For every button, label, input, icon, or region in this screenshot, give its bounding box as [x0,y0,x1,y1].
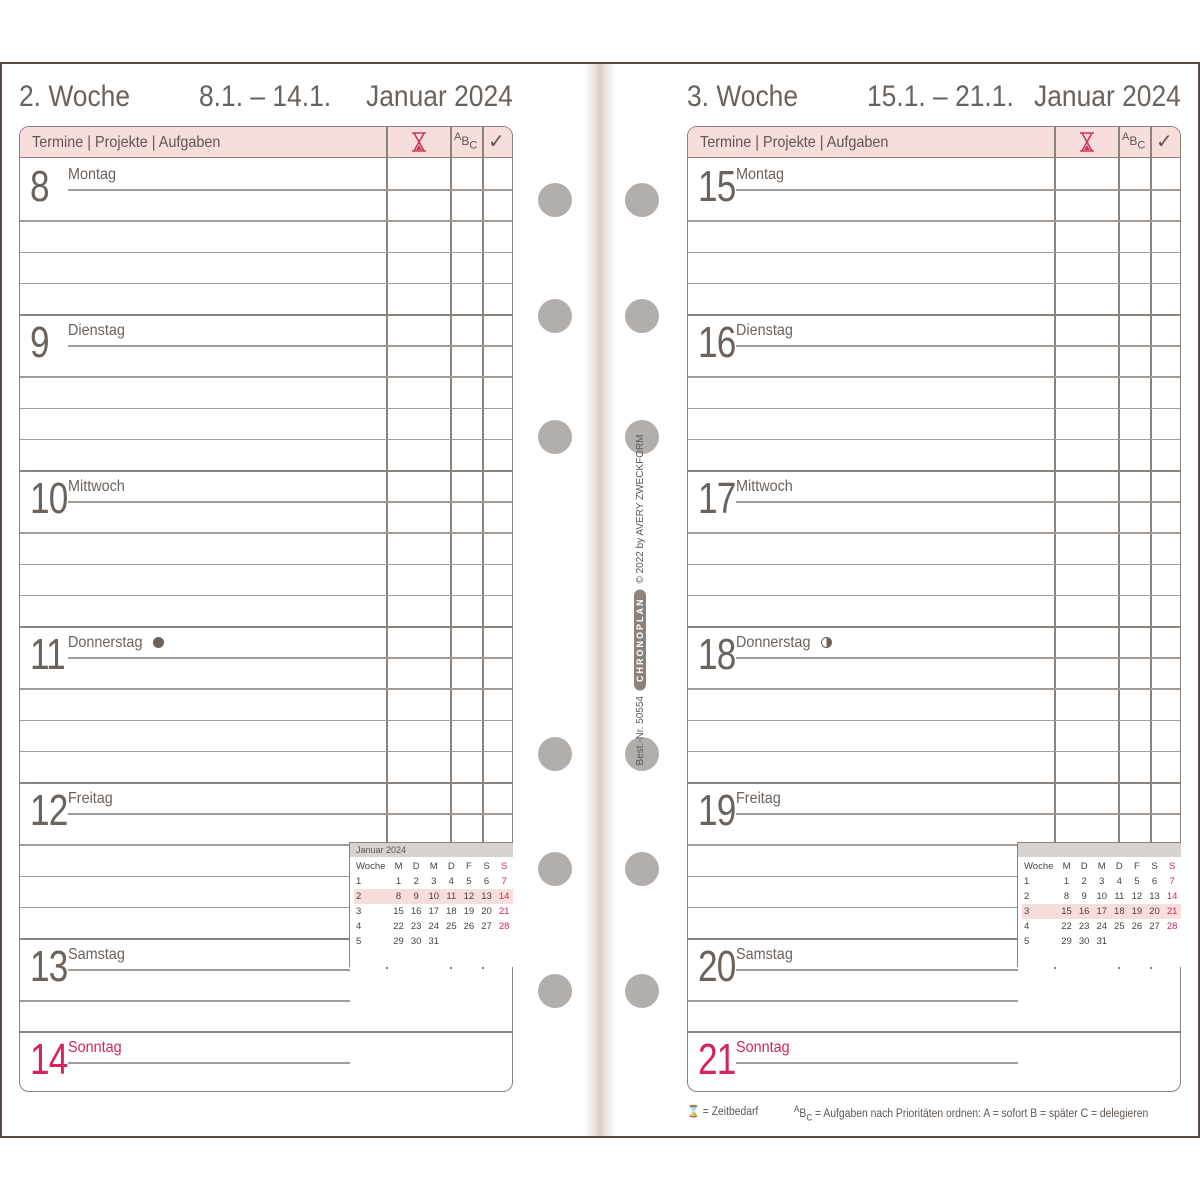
mini-calendar-table [1022,859,1181,949]
mini-calendar-day: 12 [460,889,478,904]
mini-calendar-week: 2 [1024,891,1030,902]
writing-line[interactable] [688,595,1181,597]
writing-line[interactable] [736,813,1181,815]
mini-calendar [349,842,513,967]
writing-line[interactable] [688,408,1181,410]
binder-hole [538,299,572,333]
hourglass-icon: ⌛ [687,1106,700,1118]
binder-hole [538,974,572,1008]
mini-calendar-day: 3 [431,876,437,887]
writing-line[interactable] [688,220,1181,222]
mini-calendar-row [1022,889,1181,904]
mini-calendar-day: 25 [446,921,457,932]
mini-calendar-col: M [394,861,403,872]
week-label: 3. Woche [687,80,799,113]
mini-calendar-day: 20 [481,906,492,917]
day-name: Mittwoch [736,478,793,495]
writing-line[interactable] [688,439,1181,441]
mini-calendar-table [354,859,513,949]
column-header [20,127,512,158]
mini-calendar-day: 5 [1134,876,1140,887]
copyright: © 2022 by AVERY ZWECKFORM [634,434,646,584]
mini-calendar-day: 31 [1096,936,1108,947]
day-number: 17 [698,474,736,523]
column-header-label: Termine | Projekte | Aufgaben [32,134,221,151]
day-name: Freitag [68,790,113,807]
mini-calendar-week: 2 [354,889,390,904]
mini-calendar-day: 29 [1061,936,1072,947]
mini-calendar-col: M [429,861,438,872]
day-number: 9 [30,318,49,367]
mini-calendar-day: 18 [446,906,457,917]
mini-calendar-col: Woche [1024,861,1054,872]
writing-line[interactable] [20,408,513,410]
mini-calendar-day: 28 [1166,921,1178,932]
writing-line[interactable] [688,751,1181,753]
column-header [688,127,1180,158]
day-name: Montag [68,166,117,183]
mini-calendar-week: 3 [356,906,362,917]
writing-line[interactable] [736,1062,1018,1064]
mini-calendar-day: 23 [1078,921,1090,932]
mini-calendar-week: 4 [1024,921,1030,932]
mini-calendar-day: 24 [1096,921,1108,932]
mini-calendar-day: 18 [1111,904,1129,919]
writing-line[interactable] [20,532,513,534]
mini-calendar-day: 10 [1096,891,1108,902]
mini-calendar-day: 23 [410,921,422,932]
writing-line[interactable] [68,1062,350,1064]
writing-line[interactable] [20,1000,350,1002]
day-separator [688,314,1181,316]
writing-line[interactable] [736,657,1181,659]
mini-calendar-day: 30 [410,936,422,947]
mini-calendar-day [460,934,478,949]
day-number: 15 [698,162,736,211]
day-number: 16 [698,318,736,367]
day-name: Donnerstag [68,634,143,651]
day-number: 19 [698,786,736,835]
writing-line[interactable] [688,532,1181,534]
mini-calendar-day: 19 [463,906,475,917]
mini-calendar-day: 25 [1114,921,1125,932]
writing-line[interactable] [68,501,513,503]
day-name: Dienstag [68,322,125,339]
writing-line[interactable] [68,345,513,347]
mini-calendar-day: 26 [1131,921,1143,932]
mini-calendar-row [1022,919,1181,934]
mini-calendar-day: 2 [1081,876,1087,887]
day-number: 14 [30,1035,68,1084]
mini-calendar-day: 14 [495,889,513,904]
mini-calendar-day: 6 [1151,876,1158,887]
mini-calendar-day: 8 [1063,891,1070,902]
mini-calendar-day: 2 [413,876,419,887]
mini-calendar-day: 27 [1149,921,1160,932]
mini-calendar-day: 21 [1163,904,1181,919]
week-label: 2. Woche [19,80,131,113]
mini-calendar-day: 4 [1116,876,1122,887]
mini-calendar-day: 17 [428,906,440,917]
day-name: Samstag [736,946,793,963]
mini-calendar-week: 1 [356,876,362,887]
binder-hole [538,420,572,454]
mini-calendar-row [354,904,513,919]
day-name: Sonntag [736,1039,790,1056]
writing-line[interactable] [736,501,1181,503]
mini-calendar-col: M [1062,861,1071,872]
mini-calendar-day: 20 [1146,904,1164,919]
binder-hole [625,299,659,333]
mini-calendar-day: 24 [428,921,440,932]
right-week-page [687,0,1181,1200]
month-label: Januar 2024 [1034,80,1181,113]
mini-calendar-title: Januar 2024 [350,843,513,857]
mini-calendar-day [1111,934,1129,949]
mini-calendar-col: F [1134,861,1140,872]
writing-line[interactable] [20,439,513,441]
binder-hole [625,852,659,886]
mini-calendar-day: 28 [498,921,510,932]
mini-calendar-day: 8 [390,889,408,904]
writing-line[interactable] [688,252,1181,254]
binder-hole [538,852,572,886]
binder-hole [625,974,659,1008]
day-number: 18 [698,630,736,679]
legend-priority [794,1104,1148,1122]
binder-hole [538,183,572,217]
mini-calendar-day: 19 [1128,904,1146,919]
sheet-edge [0,62,2,1138]
writing-line[interactable] [20,283,513,285]
mini-calendar-row [1022,934,1181,949]
writing-line[interactable] [68,657,513,659]
mini-calendar-day: 5 [466,876,472,887]
mini-calendar-day: 7 [1169,876,1175,887]
writing-line[interactable] [68,969,350,971]
order-number: Best.-Nr. 50554 [634,696,646,766]
mini-calendar-row [354,919,513,934]
mini-calendar-day [495,934,513,949]
writing-line[interactable] [20,688,513,690]
writing-line[interactable] [20,720,513,722]
check-icon: ✓ [488,131,505,153]
day-number: 10 [30,474,68,523]
mini-calendar-row [1022,904,1181,919]
writing-line[interactable] [688,283,1181,285]
legend-time-text: = Zeitbedarf [702,1106,759,1118]
writing-line[interactable] [736,345,1181,347]
mini-calendar-day: 10 [425,889,443,904]
date-range: 15.1. – 21.1. [867,80,1014,113]
mini-calendar-day: 21 [498,906,510,917]
mini-calendar-col: D [1080,861,1088,872]
binder-spine [584,64,616,1136]
first-quarter-moon-icon [821,637,832,648]
mini-calendar-col: S [1151,861,1158,872]
mini-calendar-week: 5 [356,936,362,947]
legend-priority-text: = Aufgaben nach Prioritäten ordnen: A = sofort B = später C = delegieren [815,1107,1149,1120]
mini-calendar-day: 11 [1114,891,1125,902]
day-number: 12 [30,786,68,835]
new-moon-icon [153,637,164,648]
mini-calendar-day: 17 [1093,904,1111,919]
day-separator [20,626,513,628]
writing-line[interactable] [20,220,513,222]
priority-abc-icon: $^AB_C$ [454,131,478,152]
mini-calendar-col: F [466,861,472,872]
writing-line[interactable] [68,813,513,815]
mini-calendar-day [1146,934,1164,949]
mini-calendar-day: 13 [1149,891,1160,902]
writing-line[interactable] [20,751,513,753]
mini-calendar-day: 16 [1075,904,1093,919]
mini-calendar-week: 1 [1024,876,1030,887]
mini-calendar-day: 15 [393,906,404,917]
mini-calendar-day: 9 [407,889,425,904]
mini-calendar-day: 15 [1058,904,1076,919]
mini-calendar-day: 22 [1061,921,1072,932]
mini-calendar-day: 6 [483,876,490,887]
mini-calendar-row [354,889,513,904]
day-number: 13 [30,942,68,991]
mini-calendar-week: 4 [356,921,362,932]
brand-badge: CHRONOPLAN [634,590,646,691]
mini-calendar-day: 4 [448,876,454,887]
hourglass-icon [410,132,428,152]
priority-abc-icon: $^AB_C$ [1122,131,1146,152]
day-name: Mittwoch [68,478,125,495]
day-name: Samstag [68,946,125,963]
day-separator [688,626,1181,628]
day-number: 11 [30,630,65,679]
writing-line[interactable] [20,252,513,254]
mini-calendar-col: M [1097,861,1106,872]
mini-calendar-day: 11 [443,889,461,904]
day-number: 21 [698,1035,736,1084]
mini-calendar-col: Woche [356,861,386,872]
mini-calendar-day: 31 [428,936,440,947]
mini-calendar-row [354,874,513,889]
mini-calendar-day: 14 [1166,891,1178,902]
date-range: 8.1. – 14.1. [199,80,332,113]
writing-line[interactable] [736,189,1181,191]
mini-calendar-day: 1 [395,876,402,887]
mini-calendar-day: 26 [463,921,475,932]
writing-line[interactable] [688,720,1181,722]
day-separator [688,470,1181,472]
mini-calendar-day: 3 [1099,876,1105,887]
spine-imprint [634,434,646,765]
mini-calendar-day: 7 [501,876,507,887]
month-label: Januar 2024 [366,80,513,113]
mini-calendar-header-row [354,859,513,874]
mini-calendar-day: 30 [1078,936,1090,947]
mini-calendar-col: D [447,861,455,872]
mini-calendar-day: 27 [481,921,492,932]
mini-calendar-row [1022,874,1181,889]
mini-calendar [1017,842,1181,967]
writing-line[interactable] [688,564,1181,566]
writing-line[interactable] [688,688,1181,690]
writing-line[interactable] [736,969,1018,971]
mini-calendar-title [1018,843,1181,857]
mini-calendar-col: S [1168,861,1176,872]
mini-calendar-day [1128,934,1146,949]
mini-calendar-day: 9 [1081,891,1087,902]
left-week-page [19,0,513,1200]
mini-calendar-day [1163,934,1181,949]
writing-line[interactable] [688,376,1181,378]
day-name: Dienstag [736,322,793,339]
day-separator [20,782,513,784]
hourglass-icon [1078,132,1096,152]
priority-abc-icon: $^AB_C$ [794,1104,813,1123]
day-name: Donnerstag [736,634,811,651]
mini-calendar-day [443,934,461,949]
column-header-label: Termine | Projekte | Aufgaben [700,134,889,151]
mini-calendar-header-row [1022,859,1181,874]
mini-calendar-col: D [1115,861,1123,872]
day-separator [20,314,513,316]
writing-line[interactable] [20,595,513,597]
mini-calendar-week: 3 [1022,904,1058,919]
mini-calendar-row [354,934,513,949]
binder-hole [625,183,659,217]
mini-calendar-col: S [500,861,508,872]
day-number: 20 [698,942,736,991]
writing-line[interactable] [688,1000,1018,1002]
day-separator [20,470,513,472]
mini-calendar-day: 29 [393,936,404,947]
writing-line[interactable] [68,189,513,191]
mini-calendar-col: D [412,861,420,872]
writing-line[interactable] [20,564,513,566]
mini-calendar-day [478,934,496,949]
day-separator [688,1031,1181,1033]
day-name: Sonntag [68,1039,122,1056]
check-icon: ✓ [1156,131,1173,153]
day-name: Montag [736,166,785,183]
mini-calendar-week: 5 [1024,936,1030,947]
binder-hole [538,737,572,771]
day-separator [20,1031,513,1033]
mini-calendar-day: 12 [1131,891,1143,902]
day-separator [688,782,1181,784]
mini-calendar-day: 16 [410,906,422,917]
mini-calendar-day: 1 [1063,876,1070,887]
legend-time [687,1104,758,1118]
writing-line[interactable] [20,376,513,378]
mini-calendar-day: 22 [393,921,404,932]
mini-calendar-col: S [483,861,490,872]
mini-calendar-day: 13 [478,889,496,904]
day-name: Freitag [736,790,781,807]
day-number: 8 [30,162,49,211]
